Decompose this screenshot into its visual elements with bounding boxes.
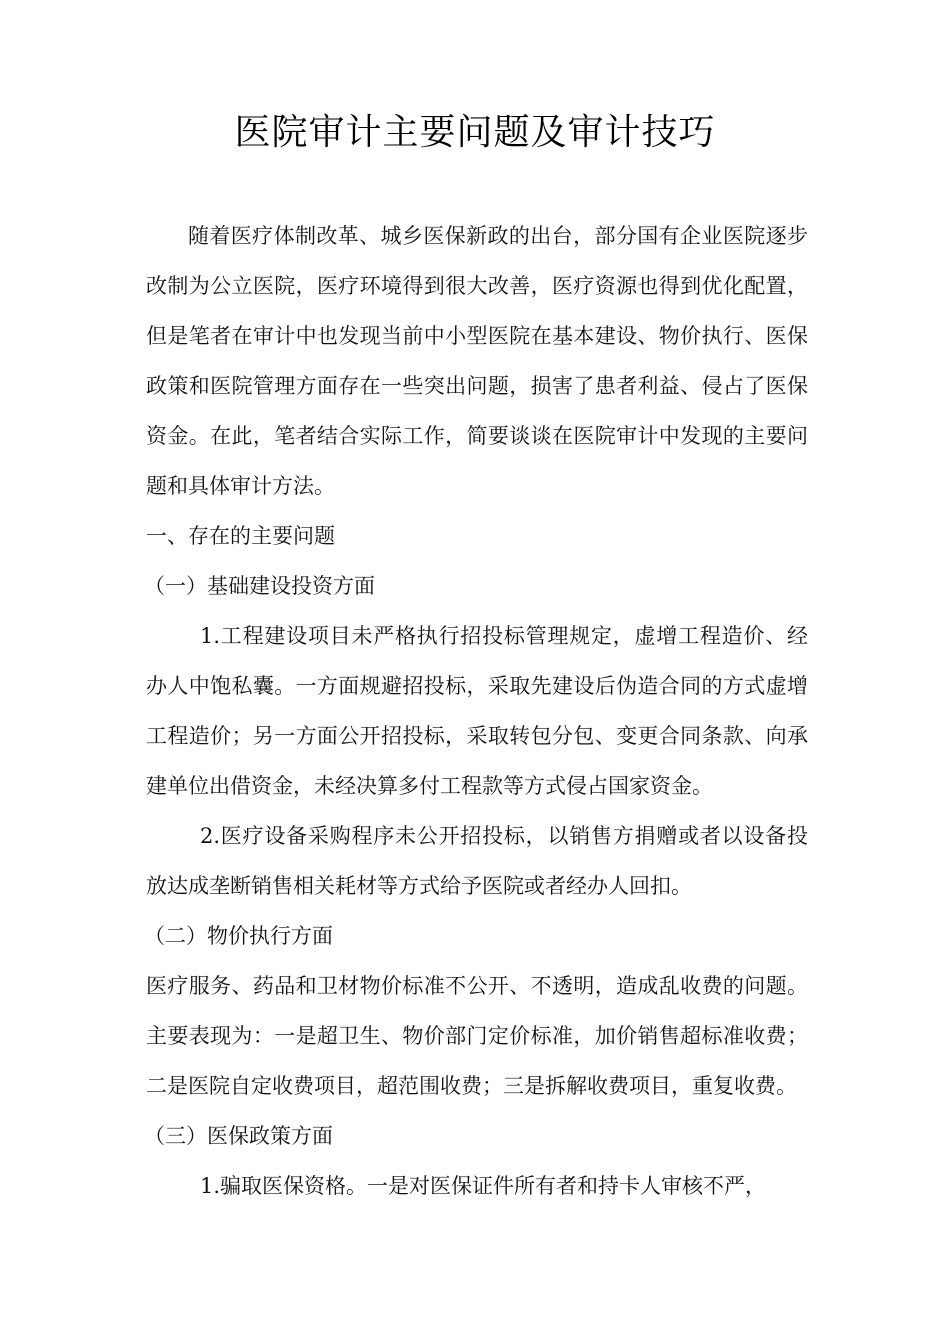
- item-paragraph-3-1: 1.骗取医保资格。一是对医保证件所有者和持卡人审核不严，: [200, 1174, 767, 1198]
- section-heading-1: 一、存在的主要问题: [146, 524, 335, 548]
- intro-paragraph: 随着医疗体制改革、城乡医保新政的出台，部分国有企业医院逐步改制为公立医院，医疗环境得到很大改善，医疗资源也得到优化配置，但是笔者在审计中也发现当前中小型医院在基本建设、物价执行、医保政策和医院管理方面存在一些突出问题，损害了患者利益、侵占了医保资金。在此，笔者结合实际工作，简要谈谈在医院审计中发现的主要问题和具体审计方法。: [146, 224, 808, 498]
- item-paragraph-1-1: 1.工程建设项目未严格执行招投标管理规定，虚增工程造价、经办人中饱私囊。一方面规避招投标，采取先建设后伪造合同的方式虚增工程造价；另一方面公开招投标，采取转包分包、变更合同条款、向承建单位出借资金，未经决算多付工程款等方式侵占国家资金。: [146, 624, 808, 798]
- document-body: [146, 211, 808, 1211]
- subsection-heading-1: （一）基础建设投资方面: [144, 574, 375, 598]
- item-paragraph-1-2: 2.医疗设备采购程序未公开招投标，以销售方捐赠或者以设备投放达成垄断销售相关耗材等方式给予医院或者经办人回扣。: [146, 824, 808, 898]
- subsection-heading-2: （二）物价执行方面: [144, 924, 333, 948]
- subsection-heading-3: （三）医保政策方面: [144, 1124, 333, 1148]
- document-title: 医院审计主要问题及审计技巧: [234, 112, 716, 153]
- paragraph-price-execution: 医疗服务、药品和卫材物价标准不公开、不透明，造成乱收费的问题。主要表现为：一是超卫生、物价部门定价标准，加价销售超标准收费；二是医院自定收费项目，超范围收费；三是拆解收费项目，重复收费。: [146, 974, 808, 1098]
